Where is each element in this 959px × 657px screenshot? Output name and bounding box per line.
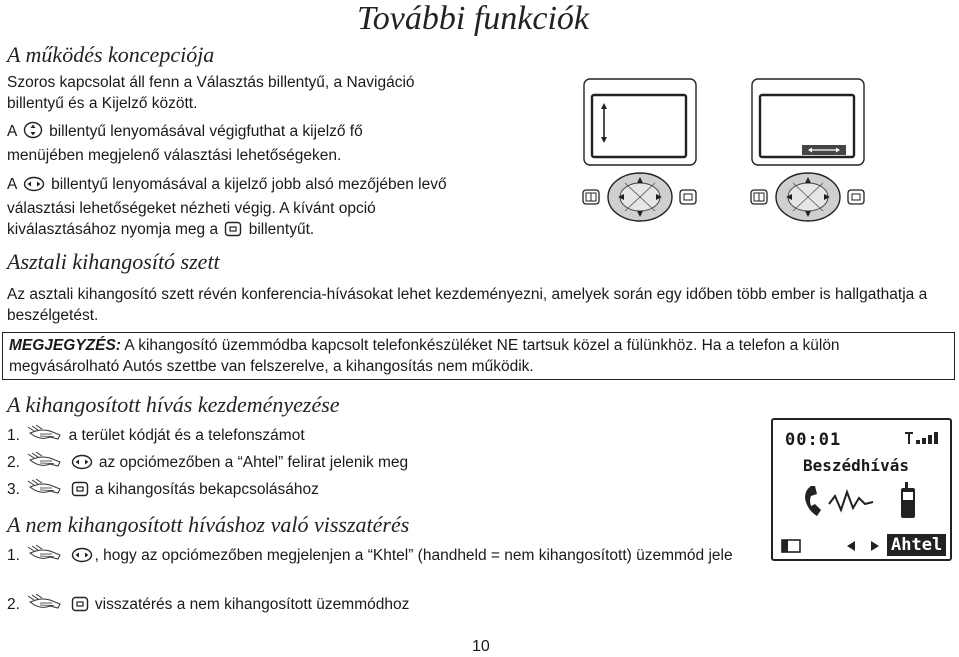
p3-start: A (7, 176, 17, 193)
option-field: Ahtel (887, 534, 946, 556)
p2-rest: billentyű lenyomásával végigfuthat a kijelző fő menüjében megjelenő választási lehetőségeken. (7, 123, 363, 164)
keypad-hand-icon (26, 594, 62, 618)
phone-display (771, 418, 952, 561)
page-title: További funkciók (357, 0, 589, 37)
page-number: 10 (472, 638, 490, 655)
phone-diagram-leftright (751, 79, 864, 221)
concept-heading: A működés koncepciója (7, 42, 215, 67)
speaker-paragraph: Az asztali kihangosító szett révén konferencia-hívásokat lehet kezdeményezni, amelyek során egy időben több ember is hallgathatja a beszélgetést. (7, 286, 928, 324)
select-key-icon (71, 481, 89, 503)
select-key-icon (71, 596, 89, 618)
keypad-hand-icon (26, 479, 62, 503)
phone-navigation-diagram (580, 75, 940, 235)
concept-paragraph-3 (7, 174, 447, 243)
step-number: 2. (7, 454, 20, 471)
speaker-heading: Asztali kihangosító szett (7, 249, 220, 274)
select-key-icon (224, 221, 242, 243)
navigation-leftright-icon (23, 176, 45, 198)
step-text: az opciómezőben a “Ahtel” felirat jelenik meg (98, 454, 409, 471)
step-number: 1. (7, 427, 20, 444)
p3-middle: billentyű lenyomásával a kijelző jobb alsó mezőjében levő választási lehetőségeket nézheti végig. A kívánt opció kiválasztásához nyomja meg a (7, 176, 447, 238)
handsfree-call-icon (801, 480, 926, 520)
step-text: a kihangosítás bekapcsolásához (94, 481, 319, 498)
handsfree-heading: A kihangosított hívás kezdeményezése (7, 392, 340, 417)
back-step-2 (7, 594, 409, 618)
call-status: Beszédhívás (803, 456, 909, 475)
menu-key-icon (781, 538, 803, 554)
p2-start: A (7, 123, 17, 140)
step-text: , hogy az opciómezőben megjelenjen a “Khtel” (handheld = nem kihangosított) üzemmód jele (94, 547, 733, 564)
navigation-leftright-icon (71, 454, 93, 476)
step-number: 2. (7, 596, 20, 613)
handsfree-step-1 (7, 425, 305, 449)
phone-diagram-updown (583, 79, 696, 221)
step-text: visszatérés a nem kihangosított üzemmódhoz (94, 596, 410, 613)
call-timer: 00:01 (785, 430, 842, 450)
note-text: A kihangosító üzemmódba kapcsolt telefonkészüléket NE tartsuk közel a fülünkhöz. Ha a telefon a külön megvásárolható Autós szettbe van felszerelve, a kihangosítás nem működik. (9, 337, 840, 375)
signal-strength-icon (903, 430, 945, 446)
left-right-arrows-icon (845, 540, 881, 552)
back-step-1 (7, 545, 757, 569)
navigation-updown-icon (23, 121, 43, 145)
p3-end: billentyűt. (248, 221, 315, 238)
keypad-hand-icon (26, 545, 62, 569)
step-number: 3. (7, 481, 20, 498)
back-heading: A nem kihangosított híváshoz való visszatérés (7, 512, 410, 537)
navigation-leftright-icon (71, 547, 93, 569)
keypad-hand-icon (26, 452, 62, 476)
keypad-hand-icon (26, 425, 62, 449)
step-number: 1. (7, 547, 20, 564)
note-box (2, 332, 955, 380)
note-label: MEGJEGYZÉS: (9, 337, 121, 354)
concept-paragraph-1: Szoros kapcsolat áll fenn a Választás billentyű, a Navigáció billentyű és a Kijelző között. (7, 74, 415, 112)
concept-paragraph-2 (7, 121, 427, 166)
handsfree-step-3 (7, 479, 319, 503)
handsfree-step-2 (7, 452, 408, 476)
step-text: a terület kódját és a telefonszámot (68, 427, 305, 444)
